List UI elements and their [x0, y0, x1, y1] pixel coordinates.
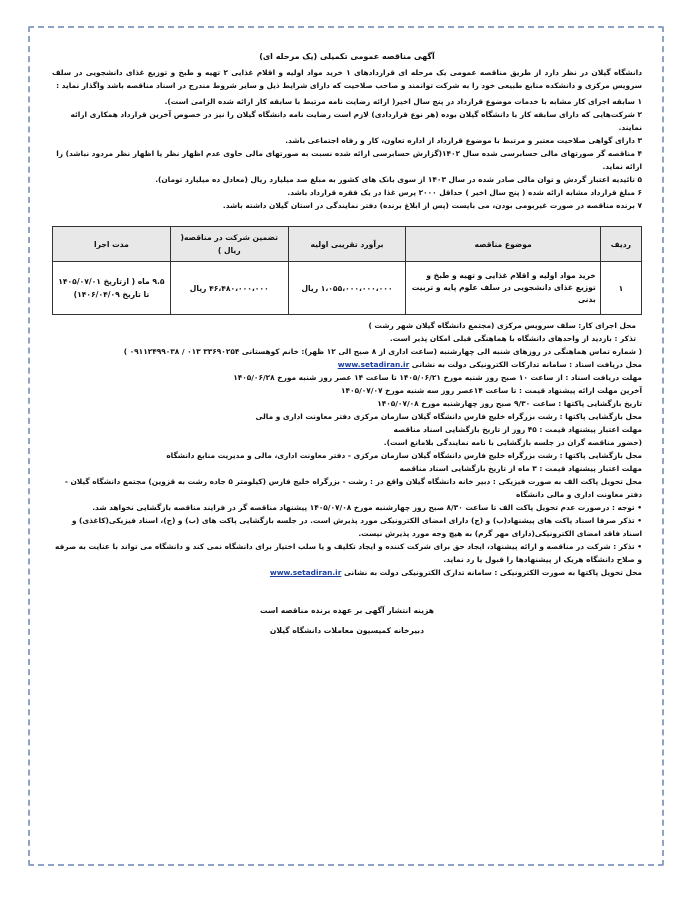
bid-validity: مهلت اعتبار پیشنهاد قیمت : ۴۵ روز از تاریخ بازگشایی اسناد مناقصه — [393, 425, 642, 434]
opening-date: تاریخ بازگشایی پاکتها : ساعت ۹/۳۰ صبح روز چهارشنبه مورخ ۱۴۰۵/۰۷/۰۸ — [377, 399, 642, 408]
cell-subject: خرید مواد اولیه و اقلام غذایی و تهیه و طبخ و توزیع غذای دانشجویی در سلف علوم پایه و تربیت بدنی — [406, 262, 600, 315]
bid-validity-2: مهلت اعتبار پیشنهاد قیمت : ۳ ماه از تاریخ بازگشایی اسناد مناقصه — [399, 464, 642, 473]
note-rights: • تذکر : شرکت در مناقصه و ارائه پیشنهاد، ایجاد حق برای شرکت کننده و ایجاد تکلیف و یا سلب اختیار برای دانشگاه نمی کند و دانشگاه می تواند با عنایت به صرفه و صلاح دانشگاه هریک از پیشنهادها را قبول یا رد نماید. — [55, 542, 642, 564]
docs-deadline: مهلت دریافت اسناد : از ساعت ۱۰ صبح روز شنبه مورخ ۱۴۰۵/۰۶/۲۱ تا ساعت ۱۴ عصر روز شنبه مورخ ۱۴۰۵/۰۶/۲۸ — [233, 373, 642, 382]
condition-item: ۱ سابقه اجرای کار مشابه با خدمات موضوع قرارداد در پنج سال اخیر( ارائه رضایت نامه مرتبط با سابقه کار ارائه شده الزامی است). — [164, 97, 642, 106]
electronic-delivery-text: محل تحویل پاکتها به صورت الکترونیکی : سامانه تدارک الکترونیکی دولت به نشانی — [343, 568, 642, 577]
condition-item: ۶ مبلغ قرارداد مشابه ارائه شده ( پنج سال اخیر ) حداقل ۲۰۰۰ پرس غذا در یک فقره قرارداد باشد. — [287, 188, 642, 197]
notice-intro: دانشگاه گیلان در نظر دارد از طریق مناقصه عمومی یک مرحله ای قراردادهای ۱ خرید مواد اولیه و اقلام غذایی ۲ تهیه و طبخ و توزیع غذای دانشجویی در سلف سرویس مرکزی و دانشکده منابع طبیعی خود را به شرکت توانمند و صاحب صلاحیت که دارای شرایط ذیل و سایر شروط مندرج در اسناد مناقصه باشد واگذار نماید : — [52, 68, 642, 90]
notice-title: آگهی مناقصه عمومی تکمیلی (یک مرحله ای) — [259, 52, 435, 61]
visit-note: تذکر : بازدید از واحدهای دانشگاه با هماهنگی قبلی امکان پذیر است. — [389, 334, 636, 343]
condition-item: ۷ برنده مناقصه در صورت غیربومی بودن، می بایست (پس از ابلاغ برنده) دفتر نمایندگی در استان گیلان داشته باشد. — [222, 201, 642, 210]
cell-guarantee: ۴۶،۴۸۰،۰۰۰،۰۰۰ ریال — [170, 262, 288, 315]
tender-notice — [52, 50, 642, 641]
condition-item: ۴ مناقصه گر صورتهای مالی حسابرسی شده سال ۱۴۰۲(گزارش حسابرسی ارائه شده نسبت به صورتهای مالی حاوی عدم اظهار نظر یا اظهار نظر مردود نباشد) را ارائه نماید. — [56, 149, 642, 171]
tender-table — [52, 226, 642, 315]
note-attention: • توجه : درصورت عدم تحویل پاکت الف تا ساعت ۸/۳۰ صبح روز چهارشنبه مورخ ۱۴۰۵/۰۷/۰۸ پیشنهاد مناقصه گر در فرایند مناقصه بازگشایی نخواهد شد. — [92, 503, 642, 512]
footer-signature: دبیرخانه کمیسیون معاملات دانشگاه گیلان — [269, 626, 425, 635]
physical-delivery: محل تحویل پاکت الف به صورت فیزیکی : دبیر خانه دانشگاه گیلان واقع در : رشت - بزرگراه خلیج فارس (کیلومتر ۵ جاده رشت به قزوین) مجتمع دانشگاه گیلان - دفتر معاونت اداری و مالی دانشگاه — [64, 477, 642, 499]
cell-estimate: ۱،۰۵۵،۰۰۰،۰۰۰،۰۰۰ ریال — [288, 262, 406, 315]
header-subject: موضوع مناقصه — [406, 227, 600, 262]
note-electronic-signature: • تذکر صرفا اسناد پاکت های پیشنهاد(ب) و (ج) دارای امضای الکترونیکی مورد پذیرش است. در جلسه بازگشایی پاکت های (ب) و (ج)، اسناد فیزیکی(کاغذی) و اسناد فاقد امضای الکترونیکی(دارای مهر گرم) به هیچ وجه مورد پذیرش نیست. — [71, 516, 642, 538]
conditions-list — [52, 95, 642, 212]
header-row-number: ردیف — [600, 227, 641, 262]
condition-item: ۳ دارای گواهی صلاحیت معتبر و مرتبط با موضوع قرارداد از اداره تعاون، کار و رفاه اجتماعی باشد. — [285, 136, 642, 145]
setadiran-link[interactable]: www.setadiran.ir — [337, 360, 410, 369]
condition-item: ۲ شرکت‌هایی که دارای سابقه کار با دانشگاه گیلان بوده (هر نوع قراردادی) لازم است رضایت نامه دانشگاه گیلان را نیز در خصوص آخرین قرارداد همکاری ارائه نمایند. — [70, 110, 642, 132]
contact-info: ( شماره تماس هماهنگی در روزهای شنبه الی چهارشنبه (ساعت اداری از ۸ صبح الی ۱۲ ظهر): خانم کوهستانی ۳۳۶۹۰۲۵۴ ۰۱۳ / ۰۹۱۱۲۴۹۹۰۳۸ ) — [123, 347, 642, 356]
footer — [52, 601, 642, 641]
bid-deadline: آخرین مهلت ارائه پیشنهاد قیمت : تا ساعت ۱۴عصر روز سه شنبه مورخ ۱۴۰۵/۰۷/۰۷ — [341, 386, 642, 395]
header-estimate: برآورد تقریبی اولیه — [288, 227, 406, 262]
electronic-delivery-line — [52, 566, 642, 579]
header-duration: مدت اجرا — [53, 227, 171, 262]
setadiran-link-2[interactable]: www.setadiran.ir — [269, 568, 342, 577]
header-guarantee: تضمین شرکت در مناقصه( ریال ) — [170, 227, 288, 262]
execution-place: محل اجرای کار: سلف سرویس مرکزی (مجتمع دانشگاه گیلان شهر رشت ) — [368, 321, 636, 330]
presence-note: (حضور مناقصه گران در جلسه بازگشایی با نامه نمایندگی بلامانع است). — [383, 438, 642, 447]
details-section — [52, 319, 642, 579]
table-header-row — [53, 227, 642, 262]
opening-place-2: محل بازگشایی پاکتها : رشت بزرگراه خلیج فارس دانشگاه گیلان سازمان مرکزی - دفتر معاونت اداری، مالی و مدیریت منابع دانشگاه — [166, 451, 642, 460]
condition-item: ۵ تائیدیه اعتبار گردش و توان مالی صادر شده در سال ۱۴۰۳ از سوی بانک های کشور به مبلغ صد میلیارد ریال (معادل ده میلیارد تومان). — [155, 175, 642, 184]
docs-receive-text: محل دریافت اسناد : سامانه تدارکات الکترونیکی دولت به نشانی — [411, 360, 642, 369]
cell-row-number: ۱ — [600, 262, 641, 315]
docs-receive-line — [52, 358, 642, 371]
opening-place: محل بازگشایی پاکتها : رشت بزرگراه خلیج فارس دانشگاه گیلان سازمان مرکزی دفتر معاونت اداری و مالی — [255, 412, 642, 421]
cell-duration: ۹.۵ ماه ( ازتاریخ ۱۴۰۵/۰۷/۰۱ تا تاریخ ۱۴۰۶/۰۴/۰۹) — [53, 262, 171, 315]
table-row — [53, 262, 642, 315]
footer-cost-note: هزینه انتشار آگهی بر عهده برنده مناقصه است — [259, 606, 435, 615]
